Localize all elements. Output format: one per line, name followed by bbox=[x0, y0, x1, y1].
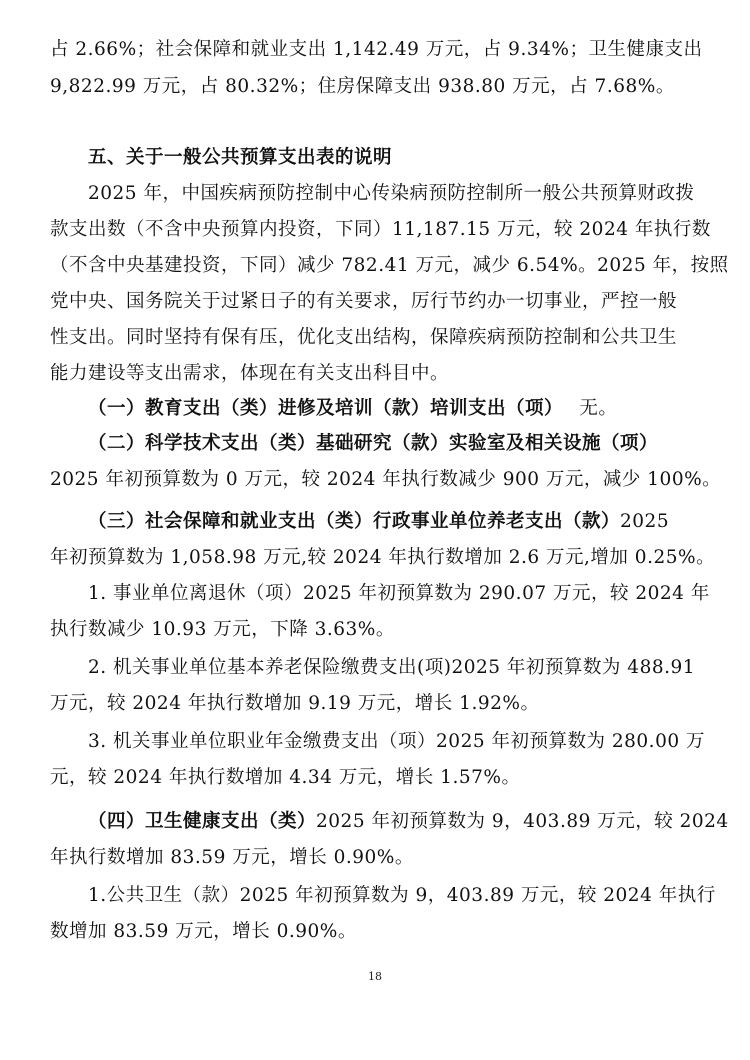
text-line: 9,822.99 万元，占 80.32%；住房保障支出 938.80 万元，占 7.68%。 bbox=[50, 76, 675, 97]
text-line: 年初预算数为 1,058.98 万元,较 2024 年执行数增加 2.6 万元,增加 0.25%。 bbox=[50, 547, 716, 568]
text-line: （不含中央基建投资，下同）减少 782.41 万元，减少 6.54%。2025 年，按照 bbox=[50, 255, 729, 276]
subheading: （三）社会保障和就业支出（类）行政事业单位养老支出（款） bbox=[88, 511, 621, 532]
text-line: 万元，较 2024 年执行数增加 9.19 万元，增长 1.92%。 bbox=[50, 693, 540, 714]
text-line: 2025 年初预算数为 0 万元，较 2024 年执行数减少 900 万元，减少 100%。 bbox=[50, 469, 722, 490]
text-span: 2025 年初预算数为 9，403.89 万元，较 2024 bbox=[316, 811, 729, 832]
text-span: 2025 bbox=[620, 511, 670, 532]
text-line: 1.公共卫生（款）2025 年初预算数为 9，403.89 万元，较 2024 年执行 bbox=[88, 885, 716, 906]
subheading-line bbox=[88, 510, 710, 534]
subheading: （二）科学技术支出（类）基础研究（款）实验室及相关设施（项） bbox=[88, 433, 659, 454]
subheading: （一）教育支出（类）进修及培训（款）培训支出（项） bbox=[88, 398, 564, 419]
page-number: 18 bbox=[368, 970, 382, 983]
subheading-line bbox=[88, 397, 710, 421]
text-line: 性支出。同时坚持有保有压，优化支出结构，保障疾病预防控制和公共卫生 bbox=[50, 327, 678, 348]
text-line: 1. 事业单位离退休（项）2025 年初预算数为 290.07 万元，较 2024 年 bbox=[88, 583, 710, 604]
text-line: 元，较 2024 年执行数增加 4.34 万元，增长 1.57%。 bbox=[50, 767, 521, 788]
text-line: 能力建设等支出需求，体现在有关支出科目中。 bbox=[50, 363, 450, 384]
text-line: 党中央、国务院关于过紧日子的有关要求，厉行节约办一切事业，严控一般 bbox=[50, 291, 678, 312]
subheading: （四）卫生健康支出（类） bbox=[88, 811, 317, 832]
text-line: 执行数减少 10.93 万元，下降 3.63%。 bbox=[50, 619, 395, 640]
text-line: 数增加 83.59 万元，增长 0.90%。 bbox=[50, 921, 357, 942]
section-heading: 五、关于一般公共预算支出表的说明 bbox=[88, 147, 393, 168]
text-line: 2. 机关事业单位基本养老保险缴费支出(项)2025 年初预算数为 488.91 bbox=[88, 657, 696, 678]
text-line: 3. 机关事业单位职业年金缴费支出（项）2025 年初预算数为 280.00 万 bbox=[88, 731, 705, 752]
text-line: 占 2.66%；社会保障和就业支出 1,142.49 万元，占 9.34%；卫生健康支出 bbox=[50, 39, 703, 60]
text-span: 无。 bbox=[579, 398, 618, 419]
text-line: 2025 年，中国疾病预防控制中心传染病预防控制所一般公共预算财政拨 bbox=[88, 183, 695, 204]
text-line: 年执行数增加 83.59 万元，增长 0.90%。 bbox=[50, 847, 414, 868]
subheading-line bbox=[88, 810, 729, 834]
text-line: 款支出数（不含中央预算内投资，下同）11,187.15 万元，较 2024 年执行数 bbox=[50, 219, 711, 240]
